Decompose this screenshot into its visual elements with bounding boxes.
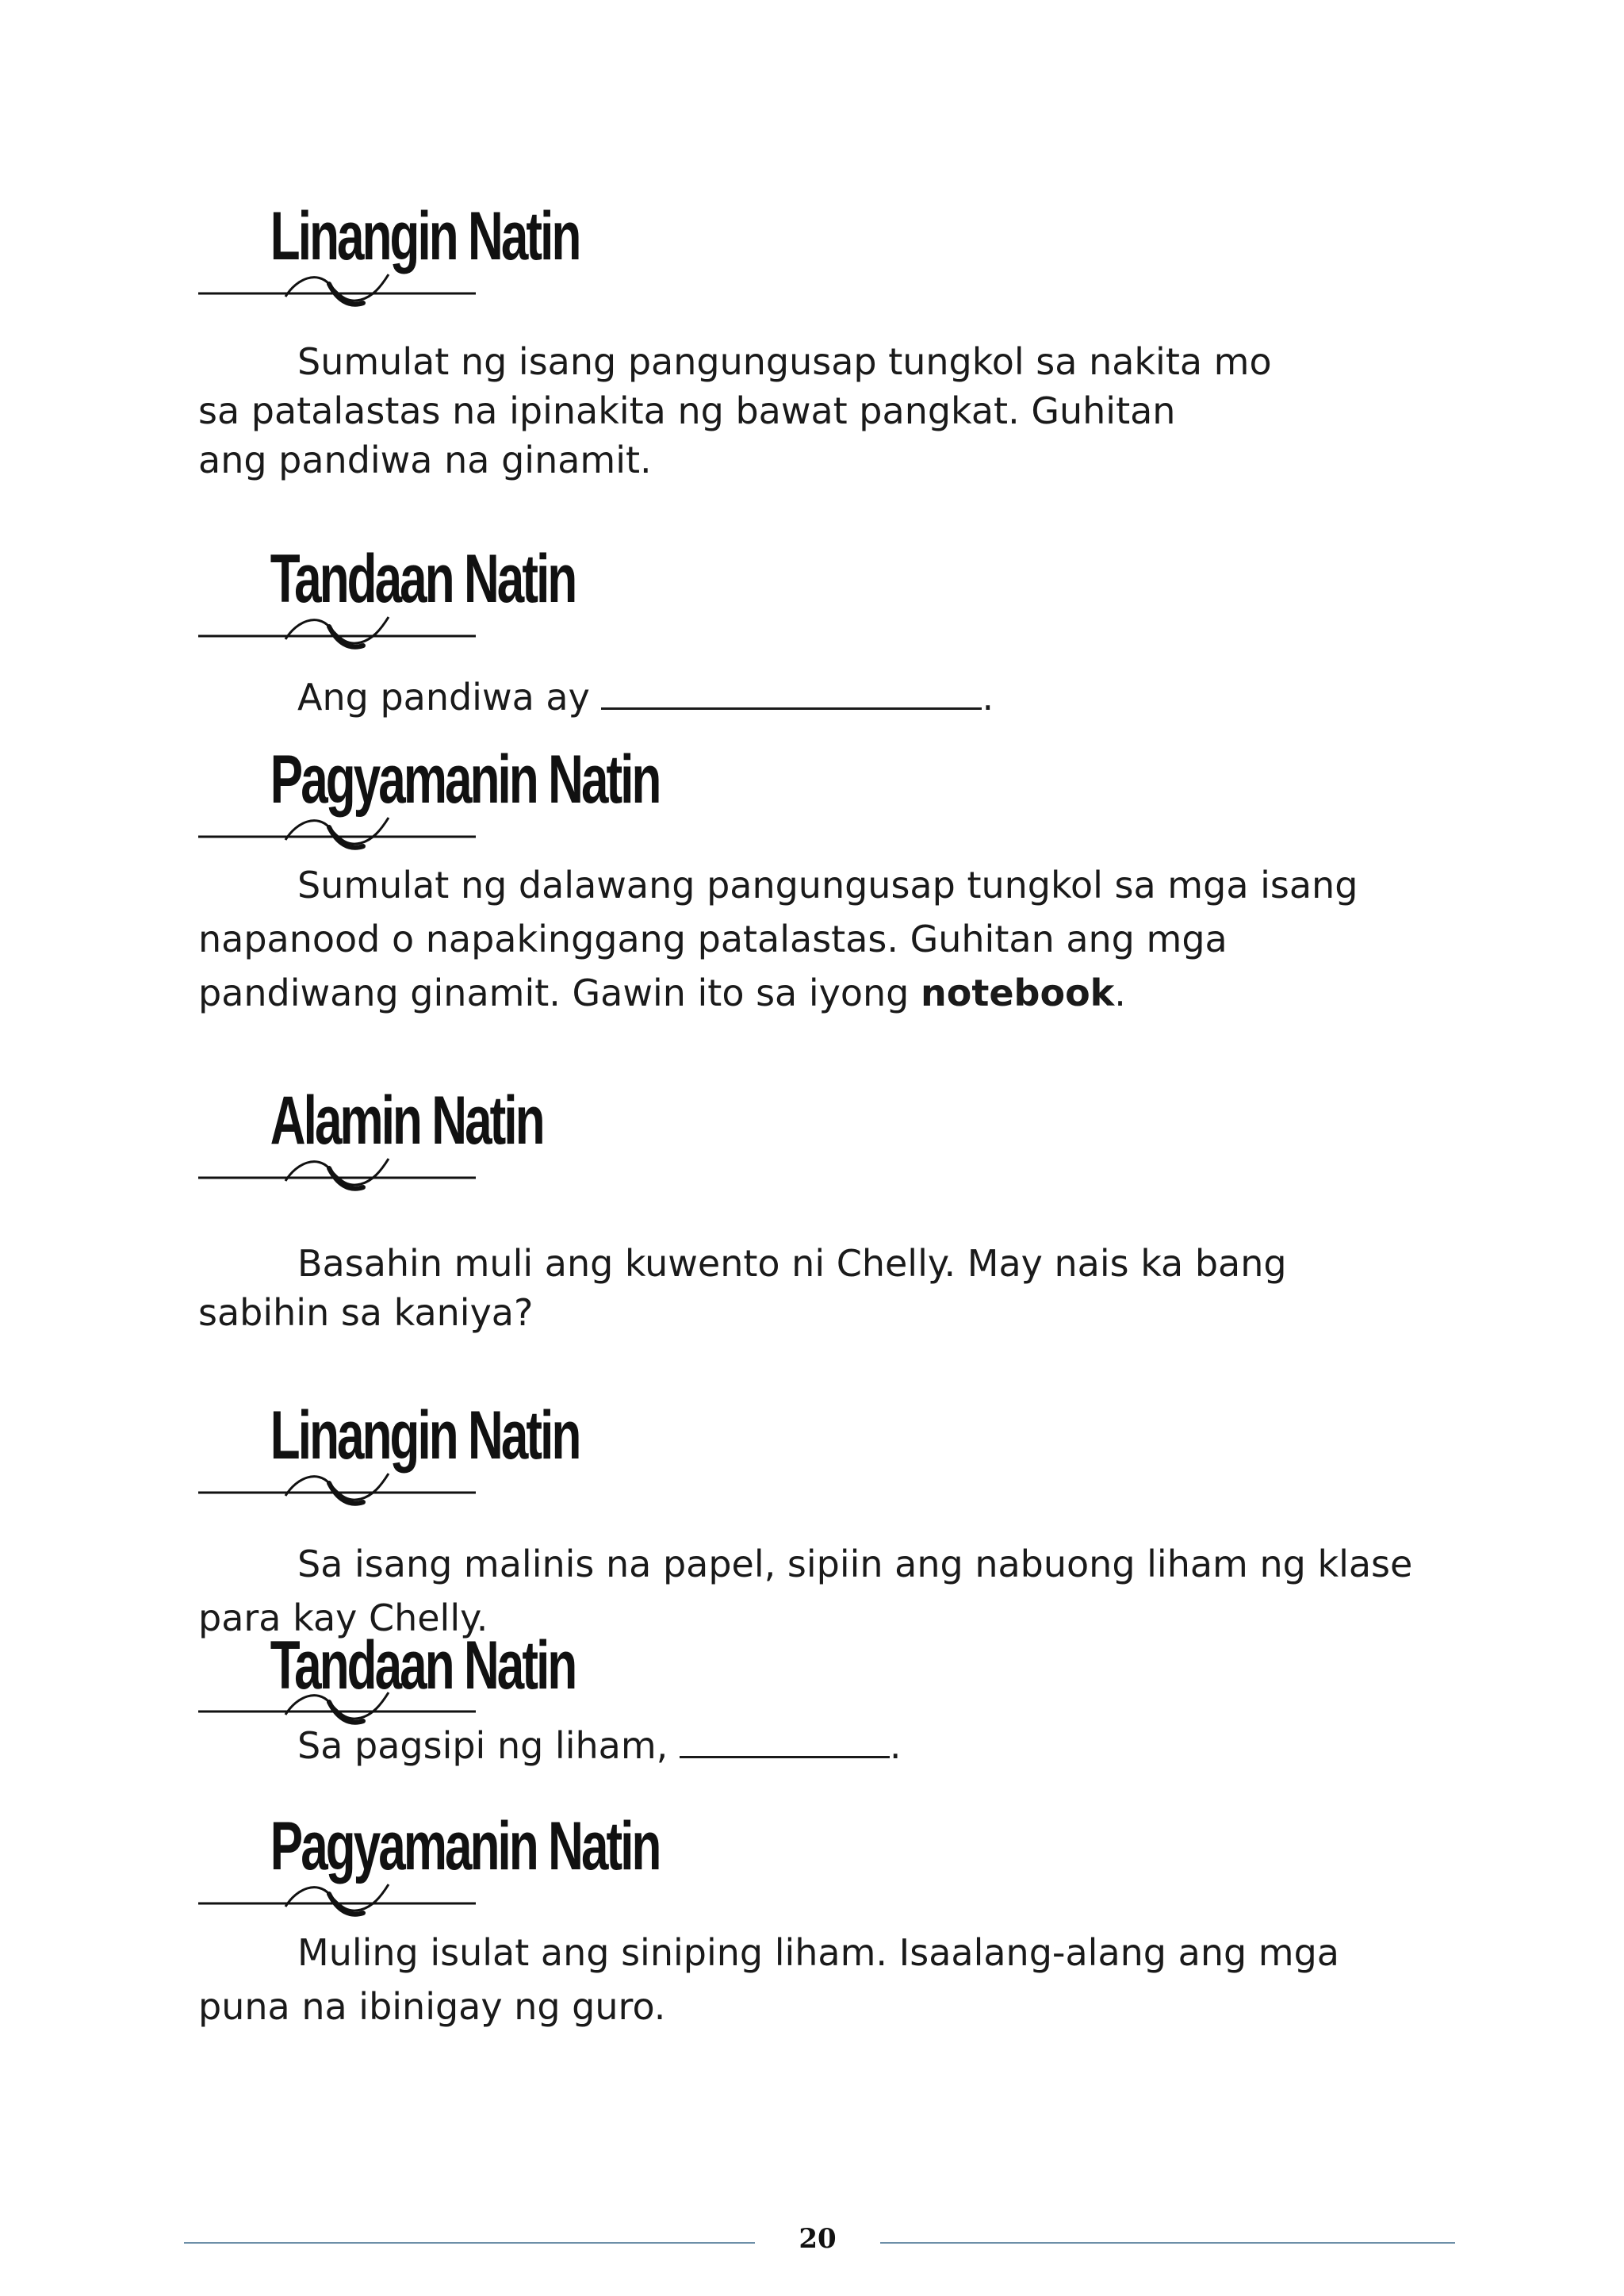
instruction-paragraph: [198, 1926, 1451, 2033]
prompt-text: Ang pandiwa ay: [297, 676, 590, 719]
section-heading-linangin-2: [190, 1397, 580, 1508]
heading-title: Tandaan Natin: [270, 1627, 576, 1704]
paragraph-line-text: Sumulat ng isang pangungusap tungkol sa nakita mo: [297, 340, 1272, 383]
paragraph-line-text: pandiwang ginamit. Gawin ito sa iyong: [198, 972, 921, 1014]
answer-blank[interactable]: [601, 676, 982, 710]
prompt-end: .: [982, 676, 994, 719]
section-heading-alamin: [190, 1083, 543, 1194]
heading-title: Pagyamanin Natin: [270, 1808, 660, 1884]
fill-in-prompt: [198, 1721, 1451, 1770]
instruction-paragraph: [198, 858, 1451, 1020]
paragraph-line: [198, 1239, 1451, 1288]
paragraph-line: [198, 858, 1451, 912]
page-number: 20: [799, 2223, 837, 2255]
section-heading-linangin-1: [190, 198, 580, 309]
heading-title: Alamin Natin: [270, 1083, 543, 1159]
paragraph-line: [198, 1537, 1451, 1591]
fill-in-prompt: [198, 673, 1451, 722]
paragraph-line-text: Basahin muli ang kuwento ni Chelly. May nais ka bang: [297, 1242, 1287, 1285]
section-heading-tandaan-2: [190, 1627, 576, 1726]
paragraph-line-text: Sa isang malinis na papel, sipiin ang nabuong liham ng klase: [297, 1543, 1413, 1585]
paragraph-line: napanood o napakinggang patalastas. Guhitan ang mga: [198, 918, 1228, 960]
section-heading-pagyamanin-2: [190, 1808, 660, 1919]
paragraph-line: sabihin sa kaniya?: [198, 1291, 534, 1334]
answer-blank[interactable]: [680, 1724, 890, 1758]
instruction-paragraph: [198, 1239, 1451, 1337]
paragraph-line: [198, 1721, 1451, 1770]
paragraph-line: [198, 1926, 1451, 1980]
footer-rule-right: [880, 2242, 1455, 2244]
paragraph-line: ang pandiwa na ginamit.: [198, 439, 652, 481]
heading-title: Linangin Natin: [270, 198, 580, 274]
instruction-paragraph: [198, 337, 1451, 485]
section-heading-tandaan-1: [190, 541, 576, 652]
prompt-text: Sa pagsipi ng liham,: [297, 1724, 668, 1767]
paragraph-line: [198, 966, 1451, 1020]
heading-title: Tandaan Natin: [270, 541, 576, 617]
prompt-end: .: [889, 1724, 902, 1767]
emphasis-notebook: notebook: [921, 972, 1115, 1014]
paragraph-line-text: Muling isulat ang siniping liham. Isaalang-alang ang mga: [297, 1931, 1339, 1974]
page-footer: [0, 2217, 1624, 2264]
paragraph-line: [198, 673, 1451, 722]
footer-rule-left: [184, 2242, 755, 2244]
paragraph-line: puna na ibinigay ng guro.: [198, 1985, 666, 2028]
paragraph-line: sa patalastas na ipinakita ng bawat pangkat. Guhitan: [198, 389, 1176, 432]
paragraph-line-end: .: [1114, 972, 1126, 1014]
paragraph-line: [198, 337, 1451, 386]
paragraph-line-text: Sumulat ng dalawang pangungusap tungkol sa mga isang: [297, 864, 1358, 907]
paragraph-line: para kay Chelly.: [198, 1596, 488, 1639]
heading-title: Linangin Natin: [270, 1397, 580, 1474]
heading-title: Pagyamanin Natin: [270, 742, 660, 818]
section-heading-pagyamanin-1: [190, 742, 660, 853]
